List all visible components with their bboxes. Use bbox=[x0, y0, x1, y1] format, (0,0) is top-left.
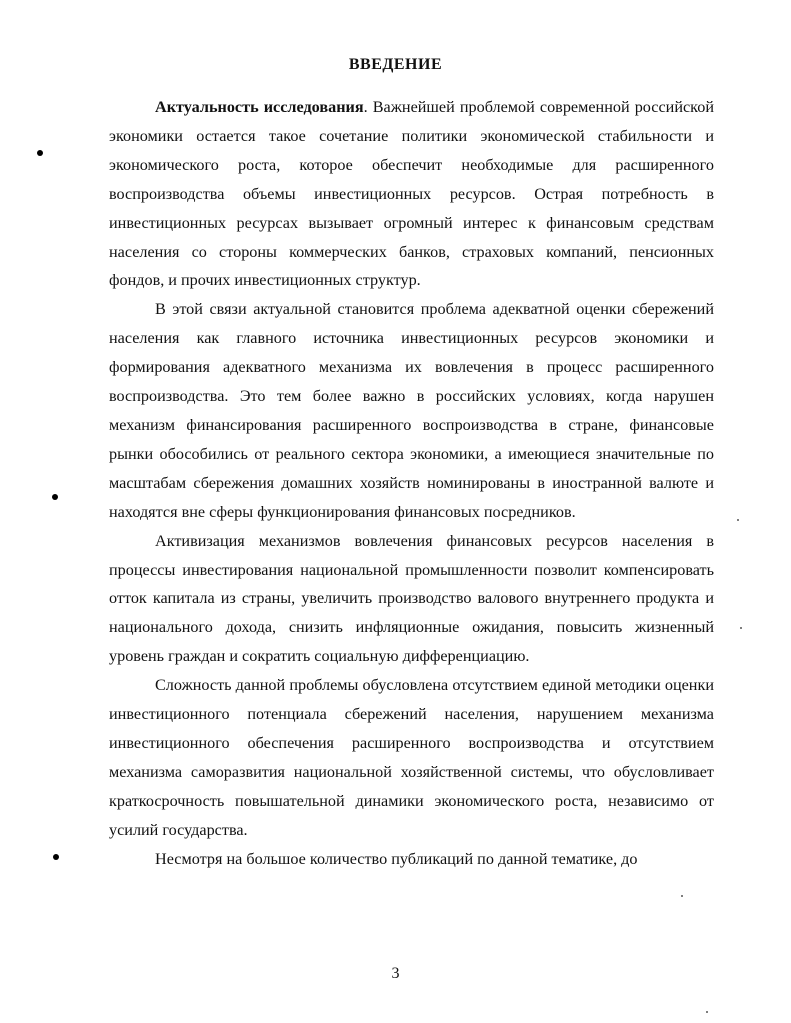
scan-speck bbox=[681, 895, 683, 897]
paragraph-5: Несмотря на большое количество публикаций по данной тематике, до bbox=[155, 849, 638, 868]
page-number: 3 bbox=[391, 965, 400, 982]
scan-speck bbox=[706, 1011, 708, 1013]
binding-hole-mark bbox=[52, 494, 58, 500]
binding-hole-mark bbox=[37, 150, 43, 156]
binding-hole-mark bbox=[53, 854, 59, 860]
page-title: ВВЕДЕНИЕ bbox=[348, 56, 443, 73]
scan-speck bbox=[740, 627, 742, 629]
paragraph-1 bbox=[109, 93, 714, 295]
body-text bbox=[109, 93, 714, 873]
paragraph-2: В этой связи актуальной становится проблема адекватной оценки сбережений населения как главного источника инвестиционных ресурсов экономики и формирования адекватного механизма их вовлечения в процесс расширенного воспроизводства. Это тем более важно в российских условиях, когда нарушен механизм финансирования расширенного воспроизводства в стране, финансовые рынки обособились от реального сектора экономики, а имеющиеся значительные по масштабам сбережения домашних хозяйств номинированы в иностранной валюте и находятся вне сферы функционирования финансовых посредников. bbox=[109, 300, 714, 521]
scan-speck bbox=[737, 519, 739, 521]
paragraph-text: . Важнейшей проблемой современной российской экономики остается такое сочетание политики экономической стабильности и экономического роста, которое обеспечит необходимые для расширенного воспроизводства объемы инвестиционных ресурсов. Острая потребность в инвестиционных ресурсах вызывает огромный интерес к финансовым средствам населения со стороны коммерческих банков, страховых компаний, пенсионных фондов, и прочих инвестиционных структур. bbox=[109, 98, 714, 290]
paragraph-3: Активизация механизмов вовлечения финансовых ресурсов населения в процессы инвестирования национальной промышленности позволит компенсировать отток капитала из страны, увеличить производство валового внутреннего продукта и национального дохода, снизить инфляционные ожидания, повысить жизненный уровень граждан и сократить социальную дифференциацию. bbox=[109, 531, 714, 666]
paragraph-4: Сложность данной проблемы обусловлена отсутствием единой методики оценки инвестиционного потенциала сбережений населения, нарушением механизма инвестиционного обеспечения расширенного воспроизводства и отсутствием механизма саморазвития национальной хозяйственной системы, что обусловливает краткосрочность повышательной динамики экономического роста, независимо от усилий государства. bbox=[109, 676, 714, 839]
paragraph-lead: Актуальность исследования bbox=[155, 98, 364, 116]
